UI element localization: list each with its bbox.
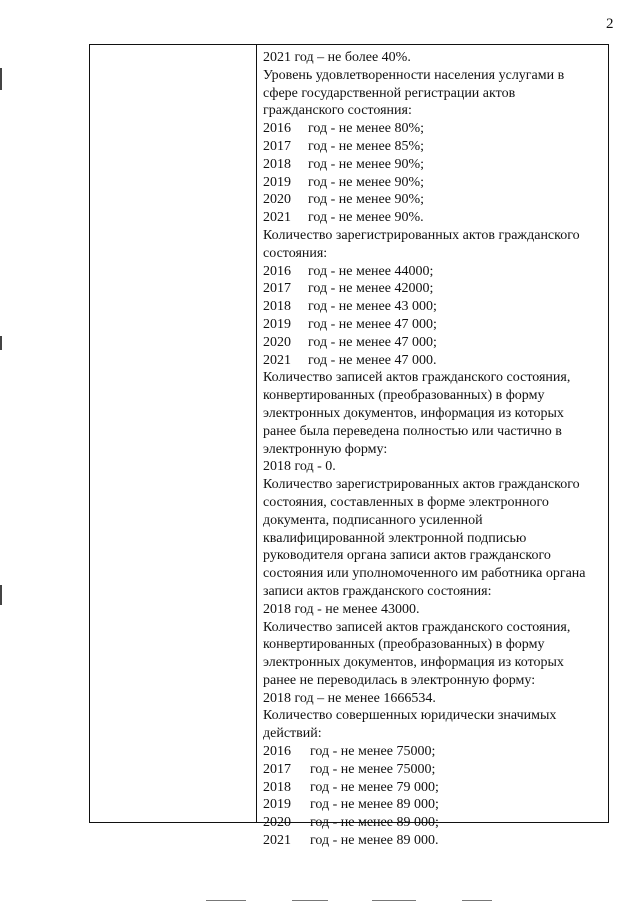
year-line [263,298,605,316]
year-value: год - не менее 44000; [308,263,434,279]
year-line [263,138,605,156]
year-value: год - не менее 89 000; [310,815,439,831]
scan-bottom-mark [372,900,416,901]
year-label: 2021 [263,352,291,368]
year-value: год - не менее 85%; [308,138,425,154]
year-line [263,779,605,797]
scan-edge-mark [0,585,2,605]
year-value: год - не менее 47 000; [308,316,437,332]
year-line [263,263,605,281]
scan-edge-mark [0,336,2,350]
year-label: 2018 [263,299,291,315]
year-line [263,814,605,832]
scan-bottom-mark [206,900,246,901]
year-value: год - не менее 89 000; [310,797,439,813]
year-line [263,209,605,227]
text-line: Количество зарегистрированных актов гражданского [263,477,580,493]
year-label: 2020 [263,815,291,831]
year-value: год - не менее 90%; [308,156,425,172]
year-label: 2019 [263,797,291,813]
year-value: год - не менее 47 000; [308,334,437,350]
year-label: 2016 [263,744,291,760]
year-label: 2019 [263,174,291,190]
text-line: Количество зарегистрированных актов гражданского [263,227,580,243]
year-value: год - не менее 75000; [310,744,436,760]
year-label: 2017 [263,281,291,297]
column-divider [256,45,257,822]
text-line: состояния, составленных в форме электронного [263,494,549,510]
text-line: ранее не переводилась в электронную форму: [263,672,536,688]
year-label: 2017 [263,761,291,777]
year-label: 2018 [263,779,291,795]
text-line: конвертированных (преобразованных) в форму [263,388,545,404]
text-line: 2018 год - не менее 43000. [263,601,420,617]
year-value: год - не менее 90%; [308,174,425,190]
page-number: 2 [606,16,614,32]
text-line: состояния: [263,245,328,261]
year-value: год - не менее 80%; [308,121,425,137]
text-line: сфере государственной регистрации актов [263,85,516,101]
year-line [263,156,605,174]
year-line [263,316,605,334]
year-line [263,280,605,298]
year-label: 2016 [263,121,291,137]
year-line [263,174,605,192]
year-line [263,796,605,814]
year-value: год - не менее 79 000; [310,779,439,795]
year-value: год - не менее 42000; [308,281,434,297]
indicator-cell [263,49,605,850]
text-line: конвертированных (преобразованных) в форму [263,637,545,653]
text-line: записи актов гражданского состояния: [263,583,492,599]
year-line [263,352,605,370]
text-line: Количество записей актов гражданского состояния, [263,370,571,386]
text-line: состояния или уполномоченного им работника органа [263,566,586,582]
text-line: Уровень удовлетворенности населения услугами в [263,67,565,83]
text-line: Количество совершенных юридически значимых [263,708,557,724]
year-label: 2018 [263,156,291,172]
text-line: электронных документов, информация из которых [263,405,564,421]
year-value: год - не менее 90%. [308,210,424,226]
text-line: ранее была переведена полностью или частично в [263,423,562,439]
text-line: действий: [263,726,322,742]
text-line: 2021 год – не более 40%. [263,50,411,65]
year-label: 2020 [263,334,291,350]
year-value: год - не менее 47 000. [308,352,437,368]
text-line: квалифицированной электронной подписью [263,530,527,546]
text-line: электронных документов, информация из которых [263,655,564,671]
year-line [263,191,605,209]
text-line: гражданского состояния: [263,103,412,119]
scan-edge-mark [0,68,2,90]
text-line: 2018 год – не менее 1666534. [263,690,436,706]
year-line [263,832,605,850]
year-value: год - не менее 90%; [308,192,425,208]
year-line [263,743,605,761]
year-line [263,761,605,779]
year-value: год - не менее 75000; [310,761,436,777]
year-line [263,120,605,138]
year-value: год - не менее 89 000. [310,833,439,849]
document-table [89,44,609,849]
year-label: 2017 [263,138,291,154]
scan-bottom-mark [462,900,492,901]
year-label: 2021 [263,210,291,226]
text-line: 2018 год - 0. [263,459,336,475]
year-line [263,334,605,352]
year-label: 2020 [263,192,291,208]
text-line: руководителя органа записи актов гражданского [263,548,551,564]
scan-bottom-mark [292,900,328,901]
year-value: год - не менее 43 000; [308,299,437,315]
year-label: 2019 [263,316,291,332]
year-label: 2021 [263,833,291,849]
text-line: документа, подписанного усиленной [263,512,483,528]
text-line: Количество записей актов гражданского состояния, [263,619,571,635]
year-label: 2016 [263,263,291,279]
text-line: электронную форму: [263,441,388,457]
